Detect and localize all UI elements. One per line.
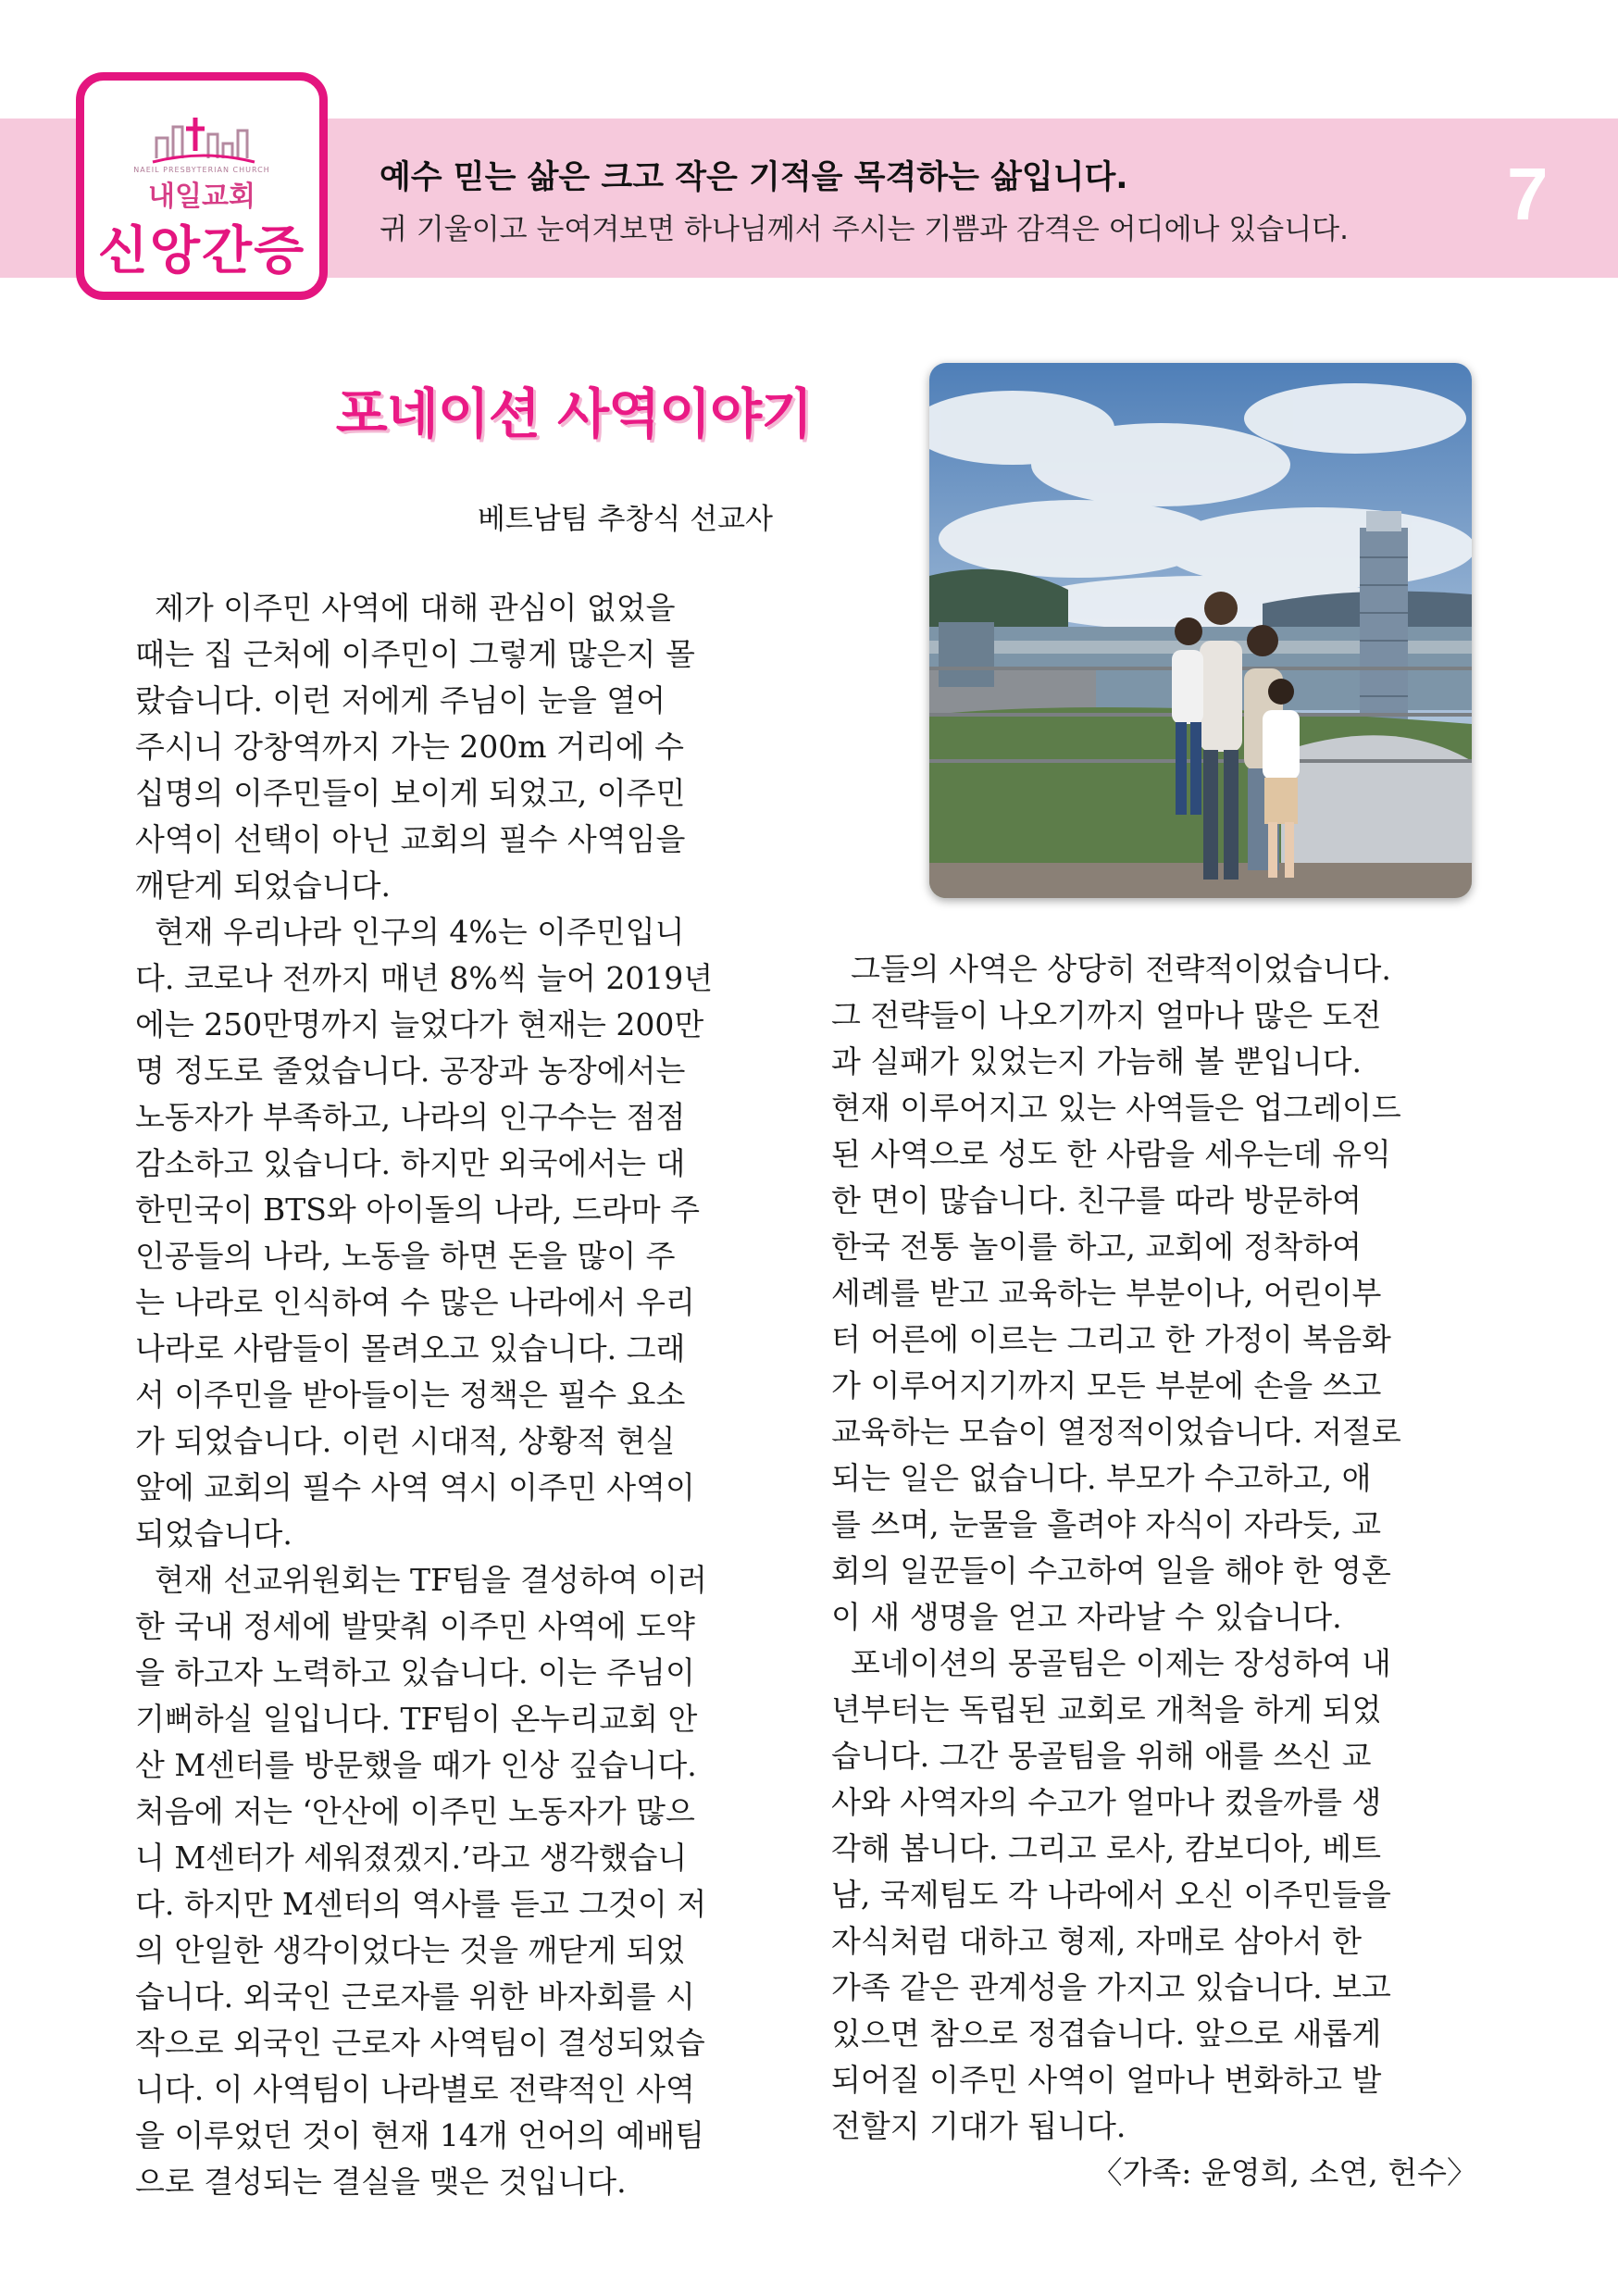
- article-line: 한민국이 BTS와 아이돌의 나라, 드라마 주: [135, 1192, 700, 1228]
- article-line: 한 면이 많습니다. 친구를 따라 방문하여: [831, 1182, 1362, 1218]
- article-line: 다. 코로나 전까지 매년 8%씩 늘어 2019년: [135, 960, 714, 996]
- article-line: 깨닫게 되었습니다.: [135, 867, 392, 904]
- article-line: 가 이루어지기까지 모든 부분에 손을 쓰고: [831, 1367, 1382, 1404]
- article-line: 인공들의 나라, 노동을 하면 돈을 많이 주: [135, 1238, 676, 1274]
- article-line: 명 정도로 줄었습니다. 공장과 농장에서는: [135, 1053, 686, 1089]
- article-line: 십명의 이주민들이 보이게 되었고, 이주민: [135, 775, 686, 811]
- tagline-sub: 귀 기울이고 눈여겨보면 하나님께서 주시는 기쁨과 감격은 어디에나 있습니다.: [380, 213, 1349, 246]
- article-line: 남, 국제팀도 각 나라에서 오신 이주민들을: [831, 1877, 1391, 1913]
- article-line: 제가 이주민 사역에 대해 관심이 없었을: [135, 590, 676, 626]
- article-line: 현재 선교위원회는 TF팀을 결성하여 이러: [135, 1562, 707, 1598]
- article-line: 니다. 이 사역팀이 나라별로 전략적인 사역: [135, 2071, 695, 2107]
- article-line: 처음에 저는 ‘안산에 이주민 노동자가 많으: [135, 1793, 695, 1829]
- article-line: 나라로 사람들이 몰려오고 있습니다. 그래: [135, 1330, 686, 1366]
- article-line: 사와 사역자의 수고가 얼마나 컸을까를 생: [831, 1784, 1382, 1820]
- article-line: 의 안일한 생각이었다는 것을 깨닫게 되었: [135, 1932, 686, 1968]
- article-line: 그들의 사역은 상당히 전략적이었습니다.: [831, 951, 1391, 987]
- article-line: 사역이 선택이 아닌 교회의 필수 사역임을: [135, 821, 686, 857]
- article-line: 포네이션의 몽골팀은 이제는 장성하여 내: [831, 1645, 1391, 1681]
- article-line: 현재 우리나라 인구의 4%는 이주민입니: [135, 914, 685, 950]
- article-line: 다. 하지만 M센터의 역사를 듣고 그것이 저: [135, 1886, 707, 1922]
- tagline-main: 예수 믿는 삶은 크고 작은 기적을 목격하는 삶입니다.: [380, 159, 1128, 196]
- article-line: 되는 일은 없습니다. 부모가 수고하고, 애: [831, 1460, 1372, 1496]
- article-body-left-column: [135, 585, 783, 2205]
- article-line: 에는 250만명까지 늘었다가 현재는 200만: [135, 1006, 704, 1042]
- article-line: 자식처럼 대하고 형제, 자매로 삼아서 한: [831, 1923, 1362, 1959]
- article-line: 한 국내 정세에 발맞춰 이주민 사역에 도약: [135, 1608, 695, 1644]
- church-skyline-logo-icon: [149, 114, 258, 169]
- article-line: 산 M센터를 방문했을 때가 인상 깊습니다.: [135, 1747, 697, 1783]
- article-line: 한국 전통 놀이를 하고, 교회에 정착하여: [831, 1229, 1362, 1265]
- article-line: 되어질 이주민 사역이 얼마나 변화하고 발: [831, 2062, 1382, 2098]
- church-name: 내일교회: [148, 181, 255, 213]
- article-line: 때는 집 근처에 이주민이 그렇게 많은지 몰: [135, 636, 695, 672]
- article-line: 가 되었습니다. 이런 시대적, 상황적 현실: [135, 1423, 676, 1459]
- article-line: 현재 이루어지고 있는 사역들은 업그레이드: [831, 1090, 1401, 1126]
- article-line: 노동자가 부족하고, 나라의 인구수는 점점: [135, 1099, 686, 1135]
- article-line: 랐습니다. 이런 저에게 주님이 눈을 열어: [135, 682, 666, 718]
- section-title: 신앙간증: [97, 221, 306, 281]
- article-line: 터 어른에 이르는 그리고 한 가정이 복음화: [831, 1321, 1391, 1357]
- article-line: 년부터는 독립된 교회로 개척을 하게 되었: [831, 1691, 1382, 1728]
- article-line: 니 M센터가 세워졌겠지.’라고 생각했습니: [135, 1840, 688, 1876]
- article-line: 서 이주민을 받아들이는 정책은 필수 요소: [135, 1377, 686, 1413]
- article-line: 된 사역으로 성도 한 사람을 세우는데 유익: [831, 1136, 1391, 1172]
- article-line: 각해 봅니다. 그리고 로사, 캄보디아, 베트: [831, 1830, 1381, 1866]
- article-line: 있으면 참으로 정겹습니다. 앞으로 새롭게: [831, 2015, 1382, 2052]
- article-title: 포네이션 사역이야기: [335, 382, 813, 445]
- article-line: 는 나라로 인식하여 수 많은 나라에서 우리: [135, 1284, 695, 1320]
- article-line: 으로 결성되는 결실을 맺은 것입니다.: [135, 2164, 627, 2200]
- article-line: 감소하고 있습니다. 하지만 외국에서는 대: [135, 1145, 686, 1181]
- article-line: 습니다. 그간 몽골팀을 위해 애를 쓰신 교: [831, 1738, 1372, 1774]
- article-body-right-column: [831, 946, 1479, 2196]
- article-line: 을 이루었던 것이 현재 14개 언어의 예배팀: [135, 2117, 704, 2153]
- article-line: 회의 일꾼들이 수고하여 일을 해야 한 영혼: [831, 1553, 1391, 1589]
- article-line: 를 쓰며, 눈물을 흘려야 자식이 자라듯, 교: [831, 1506, 1381, 1542]
- logo-subtext: NAEIL PRESBYTERIAN CHURCH: [133, 166, 270, 174]
- article-line: 세례를 받고 교육하는 부분이나, 어린이부: [831, 1275, 1382, 1311]
- page-number: 7: [1507, 153, 1549, 235]
- section-logo: [76, 72, 328, 300]
- article-line: 기뻐하실 일입니다. TF팀이 온누리교회 안: [135, 1701, 698, 1737]
- article-line: 이 새 생명을 얻고 자라날 수 있습니다.: [831, 1599, 1342, 1635]
- article-line: 교육하는 모습이 열정적이었습니다. 저절로: [831, 1414, 1401, 1450]
- article-line: 습니다. 외국인 근로자를 위한 바자회를 시: [135, 1978, 695, 2015]
- article-byline: 베트남팀 추창식 선교사: [477, 503, 773, 536]
- family-photo-illustration: [929, 363, 1472, 898]
- family-photo: [929, 363, 1472, 898]
- article-line: 과 실패가 있었는지 가늠해 볼 뿐입니다.: [831, 1043, 1362, 1079]
- article-line: 그 전략들이 나오기까지 얼마나 많은 도전: [831, 997, 1382, 1033]
- article-line: 주시니 강창역까지 가는 200m 거리에 수: [135, 729, 685, 765]
- article-line: 가족 같은 관계성을 가지고 있습니다. 보고: [831, 1969, 1391, 2005]
- article-signature: 〈가족: 윤영희, 소연, 헌수〉: [1091, 2154, 1477, 2190]
- article-line: 전할지 기대가 됩니다.: [831, 2108, 1126, 2144]
- article-line: 되었습니다.: [135, 1516, 292, 1552]
- article-line: 작으로 외국인 근로자 사역팀이 결성되었습: [135, 2025, 705, 2061]
- article-line: 앞에 교회의 필수 사역 역시 이주민 사역이: [135, 1469, 695, 1505]
- article-line: 을 하고자 노력하고 있습니다. 이는 주님이: [135, 1654, 695, 1691]
